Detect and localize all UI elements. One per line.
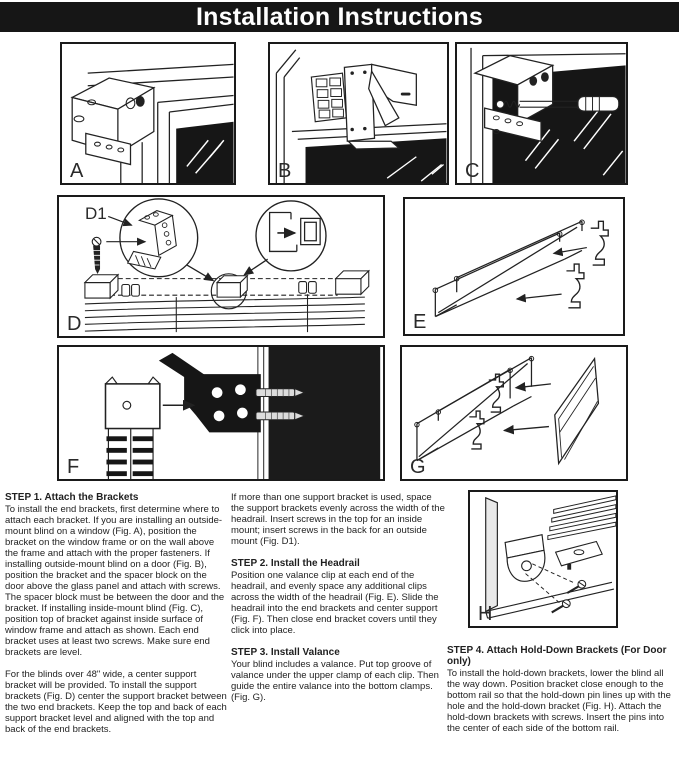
title-banner bbox=[0, 2, 679, 32]
figure-d-illustration bbox=[59, 197, 383, 336]
figure-g-label: G bbox=[410, 456, 426, 478]
step3-paragraph-1: Your blind includes a valance. Put top groove of valance under the upper clamp of each clip. Then guide the entire valance into the bottom clamps. (Fig. G). bbox=[231, 659, 439, 703]
figure-f-label: F bbox=[67, 456, 80, 478]
figure-g bbox=[400, 345, 628, 481]
step3-heading: STEP 3. Install Valance bbox=[231, 647, 340, 658]
figure-b-label: B bbox=[278, 160, 292, 182]
step1-paragraph-1: To install the end brackets, first determine where to attach each bracket. If you are installing an outside-mount blind on a window (Fig. A), position the bracket on the window frame or on the wall above the frame and attach with the proper fasteners. If installing outside-mount blind on a door (Fig. B), position the bracket and the spacer block on the door above the glass panel and attach with screws. The spacer block must be between the door and the bracket. If installing inside-mount blind (Fig. C), position top of bracket against inside surface of window frame and attach as shown. Each end bracket uses at least two screws. Make sure end brackets are level. bbox=[5, 504, 225, 658]
figure-b bbox=[268, 42, 449, 185]
figure-h bbox=[468, 490, 618, 628]
figure-d-label: D bbox=[67, 313, 82, 335]
figure-e bbox=[403, 197, 625, 336]
figure-f bbox=[57, 345, 385, 481]
figure-a-label: A bbox=[70, 160, 84, 182]
figure-g-illustration bbox=[402, 347, 626, 479]
figure-b-illustration bbox=[270, 44, 447, 183]
instructions-column-3 bbox=[447, 645, 679, 745]
step2-paragraph-1: Position one valance clip at each end of the headrail, and evenly space any additional clips across the width of the headrail (Fig. E). Slide the headrail into the end brackets and center support (Fig. F). Then close end bracket covers until they click into place. bbox=[231, 570, 439, 636]
figure-f-illustration bbox=[59, 347, 383, 479]
figure-c-label: C bbox=[465, 160, 480, 182]
figure-c-illustration bbox=[457, 44, 626, 183]
figure-d1-label: D1 bbox=[85, 204, 107, 223]
step1-heading: STEP 1. Attach the Brackets bbox=[5, 492, 139, 503]
figure-d bbox=[57, 195, 385, 338]
figure-e-illustration bbox=[405, 199, 623, 334]
instructions-column-1 bbox=[5, 492, 227, 746]
step4-heading: STEP 4. Attach Hold-Down Brackets (For Door only) bbox=[447, 645, 667, 667]
figure-a-illustration bbox=[62, 44, 234, 183]
figure-c bbox=[455, 42, 628, 185]
step2-heading: STEP 2. Install the Headrail bbox=[231, 558, 360, 569]
figure-e-label: E bbox=[413, 311, 427, 333]
instructions-column-2 bbox=[231, 492, 445, 714]
step1-paragraph-3: If more than one support bracket is used, space the support brackets evenly across the width of the headrail. Insert screws in the top for an inside mount; insert screws in the back for an outside mount (Fig. D1). bbox=[231, 492, 445, 547]
step1-paragraph-2: For the blinds over 48" wide, a center support bracket will be provided. To install the support brackets (Fig. D) center the support bracket between the two end brackets. Keep the top and back of each support bracket level and aligned with the top and back of the end brackets. bbox=[5, 669, 227, 735]
figure-h-label: H bbox=[478, 603, 493, 625]
screw-icon bbox=[92, 237, 101, 272]
figure-a bbox=[60, 42, 236, 185]
step4-paragraph-1: To install the hold-down brackets, lower the blind all the way down. Position bracket close enough to the bottom rail so that the hold-down pin lines up with the hole and the hold-down bracket (Fig. H). Attach the hold-down brackets with screws. Insert the pins into the center of each side of the bottom rail. bbox=[447, 668, 671, 734]
page-title: Installation Instructions bbox=[196, 2, 483, 31]
